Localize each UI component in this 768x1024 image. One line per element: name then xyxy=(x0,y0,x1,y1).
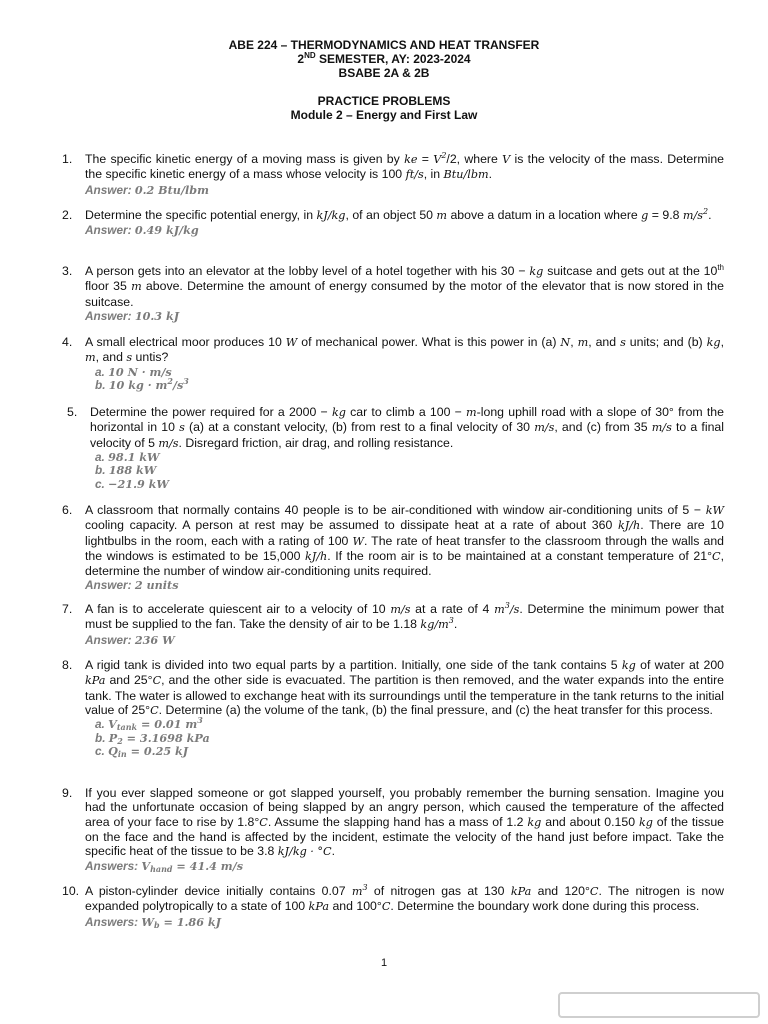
problem-text: A classroom that normally contains 40 people is to be air-conditioned with window air-conditioning units of 5 − kW cooling capacity. A person at rest may be assumed to dissipate heat at a rate of about 360 kJ/h. There are 10 lightbulbs in the room, each with a rating of 100 W. The rate of heat transfer to the classroom through the walls and the windows is estimated to be 15,000 kJ/h. If the room air is to be maintained at a constant temperature of 21°C, determine the number of window air-conditioning units required. xyxy=(85,503,725,579)
problem-6 xyxy=(62,503,724,593)
answer-c: c. $Q_{in} = 0.25$ kJ xyxy=(95,744,189,760)
page-number: 1 xyxy=(380,957,388,969)
problem-answer: Answer: 2 units xyxy=(85,578,179,593)
problem-text: A small electrical moor produces 10 W of mechanical power. What is this power in (a) N, m, and s units; and (b) kg, m, and s untis? xyxy=(85,335,724,365)
problem-2 xyxy=(62,208,724,238)
semester-line: 2ND SEMESTER, AY: 2023-2024 xyxy=(297,51,471,66)
footer-box xyxy=(558,992,760,1018)
problem-number: 2. xyxy=(62,208,73,222)
course-title: ABE 224 – THERMODYNAMICS AND HEAT TRANSFER xyxy=(228,38,540,52)
problem-7 xyxy=(62,602,724,647)
problem-number: 7. xyxy=(62,602,73,616)
problem-number: 3. xyxy=(62,264,73,278)
module-title: Module 2 – Energy and First Law xyxy=(290,108,478,122)
problem-number: 10. xyxy=(62,884,80,898)
problem-number: 8. xyxy=(62,658,73,672)
section-line: BSABE 2A & 2B xyxy=(338,66,430,80)
problem-answer: Answer: 10.3 kJ xyxy=(85,308,180,323)
problem-number: 9. xyxy=(62,786,73,800)
problem-text: Determine the specific potential energy, in kJ/kg, of an object 50 m above a datum in a location where g = 9.8 $m/s^2$. xyxy=(85,207,712,222)
answer-b: b. 188 kW xyxy=(95,463,157,478)
problem-text: A rigid tank is divided into two equal parts by a partition. Initially, one side of the tank contains 5 kg of water at 200 kPa and 25°C, and the other side is evacuated. The partition is then removed, and the water expands into the entire tank. The water is allowed to exchange heat with its surroundings until the temperature in the tank returns to the initial value of 25°C. Determine (a) the volume of the tank, (b) the final pressure, and (c) the heat transfer for this process. xyxy=(85,658,725,717)
problem-answer: Answers: $W_b = 1.86$ kJ xyxy=(85,914,221,930)
problem-answer: Answer: 0.49 kJ/kg xyxy=(85,223,199,238)
problem-text: A person gets into an elevator at the lobby level of a hotel together with his 30 − kg suitcase and gets out at the 10th floor 35 m above. Determine the amount of energy consumed by the motor of the elevator that is now stored in the suitcase. xyxy=(85,263,724,309)
problem-answer: Answer: 0.2 Btu/lbm xyxy=(85,182,209,197)
answer-b: b. $P_2 = 3.1698$ kPa xyxy=(95,730,210,746)
problem-9 xyxy=(62,786,724,874)
problem-5 xyxy=(62,405,724,491)
problem-number: 4. xyxy=(62,335,73,349)
problem-answer: Answer: 236 W xyxy=(85,632,175,647)
problem-number: 6. xyxy=(62,503,73,517)
problem-number: 1. xyxy=(62,152,73,166)
problem-text: A piston-cylinder device initially contains 0.07 $m^3$ of nitrogen gas at 130 kPa and 120°C. The nitrogen is now expanded polytropically to a state of 100 kPa and 100°C. Determine the boundary work done during this process. xyxy=(85,883,724,914)
problem-text: The specific kinetic energy of a moving mass is given by ke = $V^2/2$, where V is the velocity of the mass. Determine the specific kinetic energy of a mass whose velocity is 100 ft/s, in Btu/lbm. xyxy=(85,151,725,182)
answer-a: a. 98.1 kW xyxy=(95,449,160,464)
problem-text: Determine the power required for a 2000 − kg car to climb a 100 − m-long uphill road with a slope of 30° from the horizontal in 10 s (a) at a constant velocity, (b) from rest to a final velocity of 30 m/s, and (c) from 35 m/s to a final velocity of 5 m/s. Disregard friction, air drag, and rolling resistance. xyxy=(90,405,724,450)
problem-4 xyxy=(62,335,724,393)
problem-10 xyxy=(62,884,724,929)
document-title: PRACTICE PROBLEMS xyxy=(317,94,451,108)
answer-b: b. 10 kg · $m^2/s^3$ xyxy=(95,376,189,393)
answer-a: a. 10 N · m/s xyxy=(95,364,172,379)
problem-3 xyxy=(62,264,724,323)
problem-text: If you ever slapped someone or got slapped yourself, you probably remember the burning sensation. Imagine you had the unfortunate occasion of being slapped by an angry person, which caused the temperature of the affected area of your face to rise by 1.8°C. Assume the slapping hand has a mass of 1.2 kg and about 0.150 kg of the tissue on the face and the hand is affected by the incident, estimate the velocity of the hand just before impact. Take the specific heat of the tissue to be 3.8 kJ/kg · °C. xyxy=(85,786,724,859)
problem-8 xyxy=(62,658,724,759)
problem-1 xyxy=(62,152,724,197)
problem-text: A fan is to accelerate quiescent air to a velocity of 10 m/s at a rate of 4 $m^3/s$. Determine the minimum power that must be supplied to the fan. Take the density of air to be 1.18 $kg/m^3$. xyxy=(85,601,724,632)
problem-answer: Answers: $V_{hand} = 41.4$ m/s xyxy=(85,859,244,875)
answer-a: a. $V_{tank} = 0.01$ $m^3$ xyxy=(95,715,203,733)
problem-number: 5. xyxy=(67,405,78,419)
answer-c: c. −21.9 kW xyxy=(95,476,169,491)
